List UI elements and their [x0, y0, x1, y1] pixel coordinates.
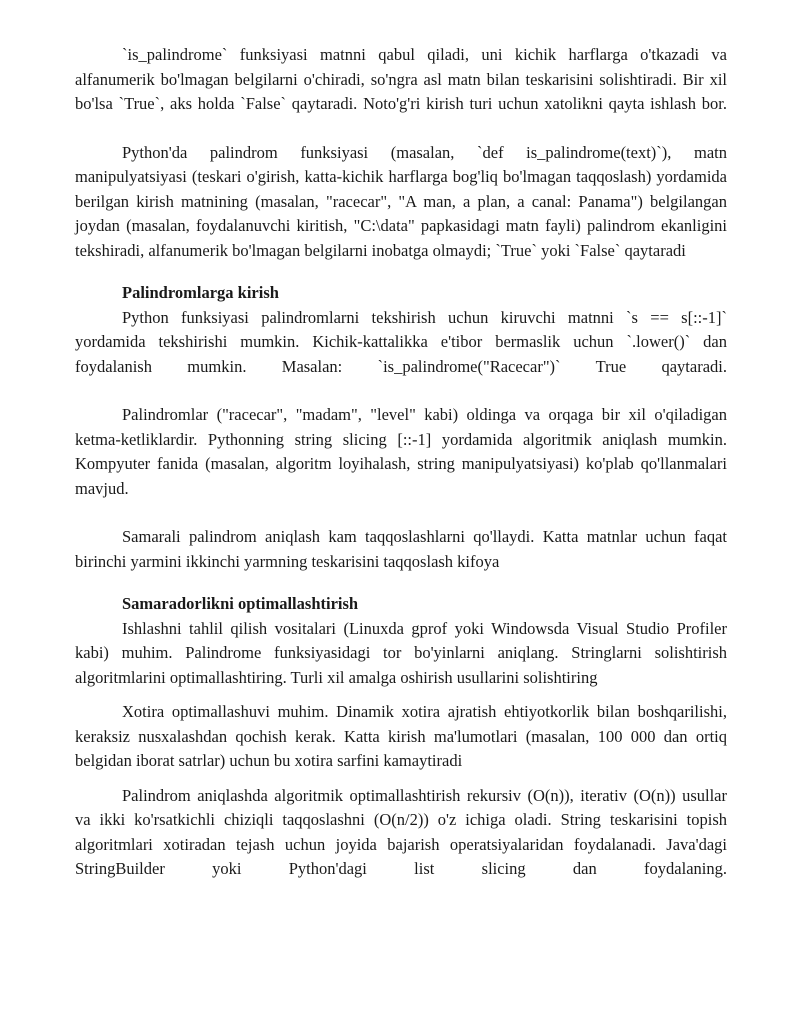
paragraph-python-palindrome-function: Python'da palindrom funksiyasi (masalan, `def is_palindrome(text)`), matn manipulyatsiyasi (teskari o'girish, katta-kichik harflarga bog'liq bo'lmagan taqqoslash) yordamida berilgan kirish matnining (masalan, "racecar", "A man, a plan, a canal: Panama") belgilangan joydan (masalan, foydalanuvchi kiritish, "C:\data" papkasidagi matn fayli) palindrom ekanligini tekshiradi, alfanumerik bo'lmagan belgilarni inobatga olmaydi; `True` yoki `False` qaytaradi: [75, 142, 727, 260]
spacer: [75, 117, 727, 141]
spacer: [75, 379, 727, 403]
spacer: [75, 574, 727, 592]
paragraph-algorithmic-optimization: Palindrom aniqlashda algoritmik optimallashtirish rekursiv (O(n)), iterativ (O(n)) usullar va ikki ko'rsatkichli chiziqli taqqoslashni (O(n/2)) o'z ichiga oladi. String teskarisini topish algoritmlari xotiradan tejash uchun joyida bajarish operatsiyalaridan foydalanadi. Java'dagi StringBuilder yoki Python'dagi list slicing dan foydalaning.: [75, 785, 727, 878]
paragraph-profiling-tools: Ishlashni tahlil qilish vositalari (Linuxda gprof yoki Windowsda Visual Studio Profiler kabi) muhim. Palindrome funksiyasidagi tor bo'yinlarni aniqlang. Stringlarni solishtirish algoritmlarini optimallashtiring. Turli xil amalga oshirish usullarini solishtiring: [75, 618, 727, 687]
heading-samaradorlikni-optimallashtirish: Samaradorlikni optimallashtirish: [122, 594, 359, 613]
heading-palindromlarga-kirish: Palindromlarga kirish: [122, 283, 279, 302]
spacer: [75, 774, 727, 784]
paragraph-is-palindrome-description: `is_palindrome` funksiyasi matnni qabul qiladi, uni kichik harflarga o'tkazadi va alfanumerik bo'lmagan belgilarni o'chiradi, so'ngra asl matn bilan teskarisini solishtiradi. Bir xil bo'lsa `True`, aks holda `False` qaytaradi. Noto'g'ri kirish turi uchun xatolikni qayta ishlash bor.: [75, 45, 727, 113]
paragraph-memory-optimization: Xotira optimallashuvi muhim. Dinamik xotira ajratish ehtiyotkorlik bilan boshqarilishi, keraksiz nusxalashdan qochish kerak. Katta kirish ma'lumotlari (masalan, 100 000 dan ortiq belgidan iborat satrlar) uchun bu xotira sarfini kamaytiradi: [75, 702, 727, 770]
spacer: [75, 690, 727, 700]
spacer: [75, 263, 727, 281]
spacer: [75, 501, 727, 525]
paragraph-palindrome-definition: Palindromlar ("racecar", "madam", "level" kabi) oldinga va orqaga bir xil o'qiladigan ketma-ketliklardir. Pythonning string slicing [::-1] yordamida algoritmik aniqlash mumkin. Kompyuter fanida (masalan, algoritm loyihalash, string manipulyatsiyasi) ko'plab qo'llanmalari mavjud.: [75, 405, 727, 498]
paragraph-efficient-detection: Samarali palindrom aniqlash kam taqqoslashlarni qo'llaydi. Katta matnlar uchun faqat birinchi yarmini ikkinchi yarmning teskarisini taqqoslash kifoya: [75, 527, 727, 571]
paragraph-python-slicing-check: Python funksiyasi palindromlarni tekshirish uchun kiruvchi matnni `s == s[::-1]` yordamida tekshirishi mumkin. Kichik-kattalikka e'tibor bermaslik uchun `.lower()` dan foydalanish mumkin. Masalan: `is_palindrome("Racecar")` True qaytaradi.: [75, 307, 727, 376]
